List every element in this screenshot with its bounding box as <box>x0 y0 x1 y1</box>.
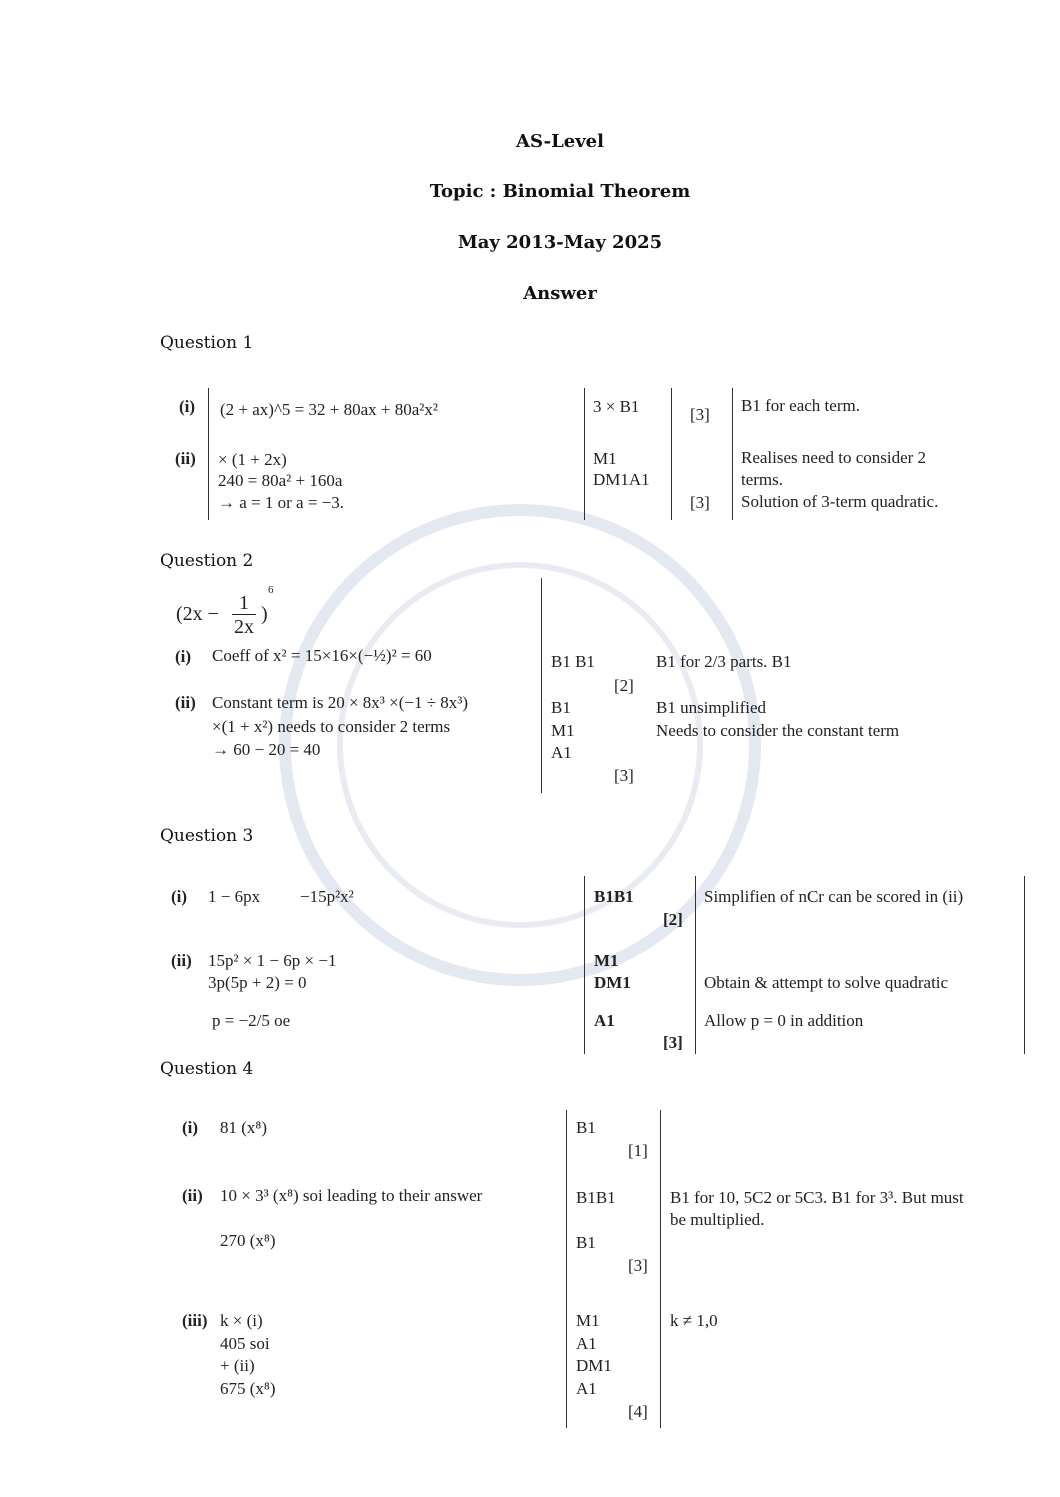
mark: A1 <box>576 1379 597 1398</box>
answer-line: 81 (x⁸) <box>220 1118 267 1137</box>
mark: B1 B1 <box>551 652 595 671</box>
answer-line: ×(1 + x²) needs to consider 2 terms <box>212 717 451 736</box>
guidance-note: Needs to consider the constant term <box>656 721 900 740</box>
answer-line: + (ii) <box>220 1356 255 1375</box>
mark-total: [3] <box>663 1033 683 1052</box>
guidance-note: B1 for 2/3 parts. B1 <box>656 652 792 671</box>
mark: DM1 <box>594 973 631 992</box>
guidance-note: B1 unsimplified <box>656 698 767 717</box>
fraction-numerator: 1 <box>232 592 256 615</box>
answer-line: 15p² × 1 − 6p × −1 <box>208 951 337 970</box>
answer-line: 3p(5p + 2) = 0 <box>208 973 307 992</box>
part-number: (i) <box>179 397 196 416</box>
fraction-denominator: 2x <box>234 616 254 638</box>
exponent: 6 <box>268 584 274 596</box>
answer-line: 240 = 80a² + 160a <box>218 471 343 490</box>
answer-line: p = −2/5 oe <box>212 1011 291 1030</box>
expression-close: ) <box>261 603 268 625</box>
mark-total: [4] <box>628 1402 648 1421</box>
guidance-note: Allow p = 0 in addition <box>704 1011 864 1030</box>
part-number: (ii) <box>175 693 196 712</box>
divider <box>584 876 585 1054</box>
mark-total: [3] <box>690 405 710 424</box>
mark-total: [3] <box>690 493 710 512</box>
mark-total: [2] <box>614 676 634 695</box>
mark: A1 <box>551 743 572 762</box>
guidance-note: Simplifien of nCr can be scored in (ii) <box>704 887 964 906</box>
divider <box>671 388 672 520</box>
answer-line: (2 + ax)^5 = 32 + 80ax + 80a²x² <box>220 400 438 419</box>
topic-heading: Topic : Binomial Theorem <box>429 181 691 202</box>
mark: DM1 <box>576 1356 612 1375</box>
part-number: (ii) <box>171 951 192 970</box>
mark: 3 × B1 <box>593 397 640 416</box>
mark-total: [3] <box>628 1256 648 1275</box>
part-number: (i) <box>175 647 192 666</box>
question-4-label: Question 4 <box>160 1059 254 1079</box>
answer-line: −15p²x² <box>300 887 354 906</box>
guidance-note: Solution of 3-term quadratic. <box>741 492 939 511</box>
divider <box>541 578 542 793</box>
answer-line: 675 (x⁸) <box>220 1379 276 1398</box>
part-number: (ii) <box>182 1186 203 1205</box>
guidance-note: be multiplied. <box>670 1210 765 1229</box>
mark: B1B1 <box>576 1188 616 1207</box>
divider <box>584 388 585 520</box>
answer-line: 270 (x⁸) <box>220 1231 276 1250</box>
answer-line: 10 × 3³ (x⁸) soi leading to their answer <box>220 1186 483 1205</box>
mark: B1B1 <box>594 887 634 906</box>
guidance-note: k ≠ 1,0 <box>670 1311 718 1330</box>
question-2-label: Question 2 <box>160 551 254 571</box>
mark: M1 <box>551 721 575 740</box>
question-3-label: Question 3 <box>160 826 254 846</box>
answer-line: → 60 − 20 = 40 <box>212 740 321 759</box>
part-number: (i) <box>171 887 188 906</box>
answer-line: Constant term is 20 × 8x³ ×(−1 ÷ 8x³) <box>212 693 469 712</box>
guidance-note: Realises need to consider 2 <box>741 448 927 467</box>
answer-line: × (1 + 2x) <box>218 450 287 469</box>
guidance-note: B1 for each term. <box>741 396 860 415</box>
divider <box>1024 876 1025 1054</box>
mark: B1 <box>576 1233 596 1252</box>
divider <box>695 876 696 1054</box>
expression-open: (2x − <box>176 603 219 625</box>
answer-line: 1 − 6px <box>208 887 261 906</box>
mark: A1 <box>594 1011 615 1030</box>
mark: DM1A1 <box>593 470 650 489</box>
guidance-note: terms. <box>741 470 784 489</box>
answer-line: 405 soi <box>220 1334 270 1353</box>
answer-heading: Answer <box>523 283 597 304</box>
mark-total: [1] <box>628 1141 648 1160</box>
level-heading: AS-Level <box>516 131 604 152</box>
guidance-note: B1 for 10, 5C2 or 5C3. B1 for 3³. But must <box>670 1188 964 1207</box>
part-number: (iii) <box>182 1311 208 1330</box>
divider <box>566 1110 567 1428</box>
guidance-note: Obtain & attempt to solve quadratic <box>704 973 949 992</box>
answer-line: → a = 1 or a = −3. <box>218 493 345 512</box>
answer-line: Coeff of x² = 15×16×(−½)² = 60 <box>212 646 432 665</box>
mark: B1 <box>576 1118 596 1137</box>
divider <box>660 1110 661 1428</box>
mark: A1 <box>576 1334 597 1353</box>
part-number: (i) <box>182 1118 199 1137</box>
mark-total: [3] <box>614 766 634 785</box>
mark: B1 <box>551 698 571 717</box>
mark: M1 <box>593 449 617 468</box>
date-range-heading: May 2013-May 2025 <box>457 232 663 253</box>
mark-total: [2] <box>663 910 683 929</box>
divider <box>732 388 733 520</box>
question-1-label: Question 1 <box>160 333 254 353</box>
mark: M1 <box>594 951 619 970</box>
part-number: (ii) <box>175 449 196 468</box>
mark: M1 <box>576 1311 600 1330</box>
divider <box>208 388 209 520</box>
answer-line: k × (i) <box>220 1311 263 1330</box>
